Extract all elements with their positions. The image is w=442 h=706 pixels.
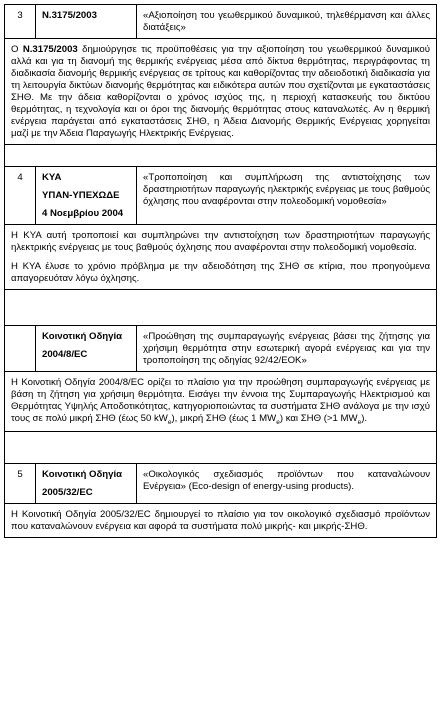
unit-subscript: e xyxy=(276,418,280,426)
description-paragraph: Η ΚΥΑ αυτή τροποποιεί και συμπληρώνει την αντιστοίχηση των δραστηριοτήτων παραγωγής ηλεκτρικής ενέργειας με τους βαθμούς όχλησης που αναφέρονται στην πολεοδομική νομοθεσία. xyxy=(11,229,430,253)
table-row xyxy=(5,166,437,224)
description-paragraph: Η Κοινοτική Οδηγία 2005/32/EC δημιουργεί το πλαίσιο για τον οικολογικό σχεδιασμό προϊόντων που καταναλώνουν ενέργεια και αφορά τα συστήματα πολύ μικρής- και μικρής-ΣΗΘ. xyxy=(11,508,430,532)
entry-name-line: ΥΠΑΝ-ΥΠΕΧΩΔΕ xyxy=(42,189,120,201)
row-spacer xyxy=(5,289,437,325)
legislation-table xyxy=(4,4,437,538)
entry-title: «Αξιοποίηση του γεωθερμικού δυναμικού, τηλεθέρμανση και άλλες διατάξεις» xyxy=(137,5,437,39)
description-row xyxy=(5,224,437,289)
entry-name-line: N.3175/2003 xyxy=(42,10,97,21)
entry-description xyxy=(5,371,437,431)
entry-description xyxy=(5,38,437,144)
table-row xyxy=(5,5,437,39)
entry-name xyxy=(36,5,137,39)
description-row xyxy=(5,371,437,431)
description-row xyxy=(5,503,437,537)
description-paragraph: Ο N.3175/2003 δημιούργησε τις προϋποθέσεις για την αξιοποίηση του γεωθερμικού δυναμικού αλλά και για τη διανομή της θερμικής ενέργειας μέσα από δίκτυα θερμότητας, περιγράφοντας τη διαδικασία διανομής θερμικής ενέργειας σε τρίτους και καθορίζοντας την αδειοδοτική διαδικασία για τη λειτουργία δικτύων διανομής θερμότητας και ειδικότερα αυτών που σχετίζονται με εγκαταστάσεις ΣΗΘ. Με την άδεια καθορίζονται ο χρόνος ισχύος της, η περιοχή κατασκευής του δικτύου θερμότητας, η τεχνολογία και οι όροι της διανομής θερμότητας στους καταναλωτές. Αν η θερμική ενέργεια παράγεται από εγκαταστάσεις ΣΗΘ, η Άδεια Διανομής Θερμικής Ενέργειας χορηγείται μαζί με την Άδεια Παραγωγής Ηλεκτρικής Ενέργειας. xyxy=(11,43,430,139)
table-row xyxy=(5,463,437,503)
unit-subscript: e xyxy=(357,418,362,426)
description-row xyxy=(5,38,437,144)
entry-name xyxy=(36,325,137,371)
table-row xyxy=(5,325,437,371)
unit-subscript: e xyxy=(167,418,172,426)
description-paragraph: Η Κοινοτική Οδηγία 2004/8/EC ορίζει το πλαίσιο για την προώθηση συμπαραγωγής ενέργειας με βάση τη ζήτηση για χρήσιμη θερμότητα. Εισάγει την έννοια της Συμπαραγωγής Ηλεκτρισμού και Θερμότητας Υψηλής Αποδοτικότητας, κατηγοριοποιώντας τα συστήματα ΣΗΘ ανάλογα με την ισχύ τους σε πολύ μικρή ΣΗΘ (έως 50 $kW_e$), μικρή ΣΗΘ (έως 1 $MW_e$) και ΣΗΘ (>1 $MW_e$). xyxy=(11,376,430,426)
entry-name-line: 2005/32/EC xyxy=(42,486,93,498)
row-spacer xyxy=(5,144,437,166)
entry-number: 4 xyxy=(5,166,36,224)
entry-name-line: Κοινοτική Οδηγία xyxy=(42,468,123,480)
entry-description xyxy=(5,503,437,537)
row-spacer xyxy=(5,431,437,463)
entry-description xyxy=(5,224,437,289)
entry-number: 5 xyxy=(5,463,36,503)
entry-name-line: ΚΥΑ xyxy=(42,171,62,183)
entry-name xyxy=(36,463,137,503)
entry-name-line: Κοινοτική Οδηγία xyxy=(42,330,123,342)
entry-title: «Οικολογικός σχεδιασμός προϊόντων που καταναλώνουν Ενέργεια» (Eco-design of energy-using products). xyxy=(137,463,437,503)
entry-name xyxy=(36,166,137,224)
law-reference: N.3175/2003 xyxy=(22,43,78,55)
entry-number xyxy=(5,325,36,371)
entry-title: «Τροποποίηση και συμπλήρωση της αντιστοίχησης των δραστηριοτήτων παραγωγής ηλεκτρικής ενέργειας με τους βαθμούς όχλησης που αναφέρονται στην πολεοδομική νομοθεσία» xyxy=(137,166,437,224)
description-paragraph: Η ΚΥΑ έλυσε το χρόνιο πρόβλημα με την αδειοδότηση της ΣΗΘ σε κτίρια, που προηγούμενα απαγορευόταν λόγω όχλησης. xyxy=(11,260,430,284)
entry-number: 3 xyxy=(5,5,36,39)
entry-name-line: 2004/8/EC xyxy=(42,348,88,360)
entry-title: «Προώθηση της συμπαραγωγής ενέργειας βάσει της ζήτησης για χρήσιμη θερμότητα στην εσωτερική αγορά ενέργειας και για την τροποποίηση της οδηγίας 92/42/ΕΟΚ» xyxy=(137,325,437,371)
entry-name-line: 4 Νοεμβρίου 2004 xyxy=(42,207,124,219)
